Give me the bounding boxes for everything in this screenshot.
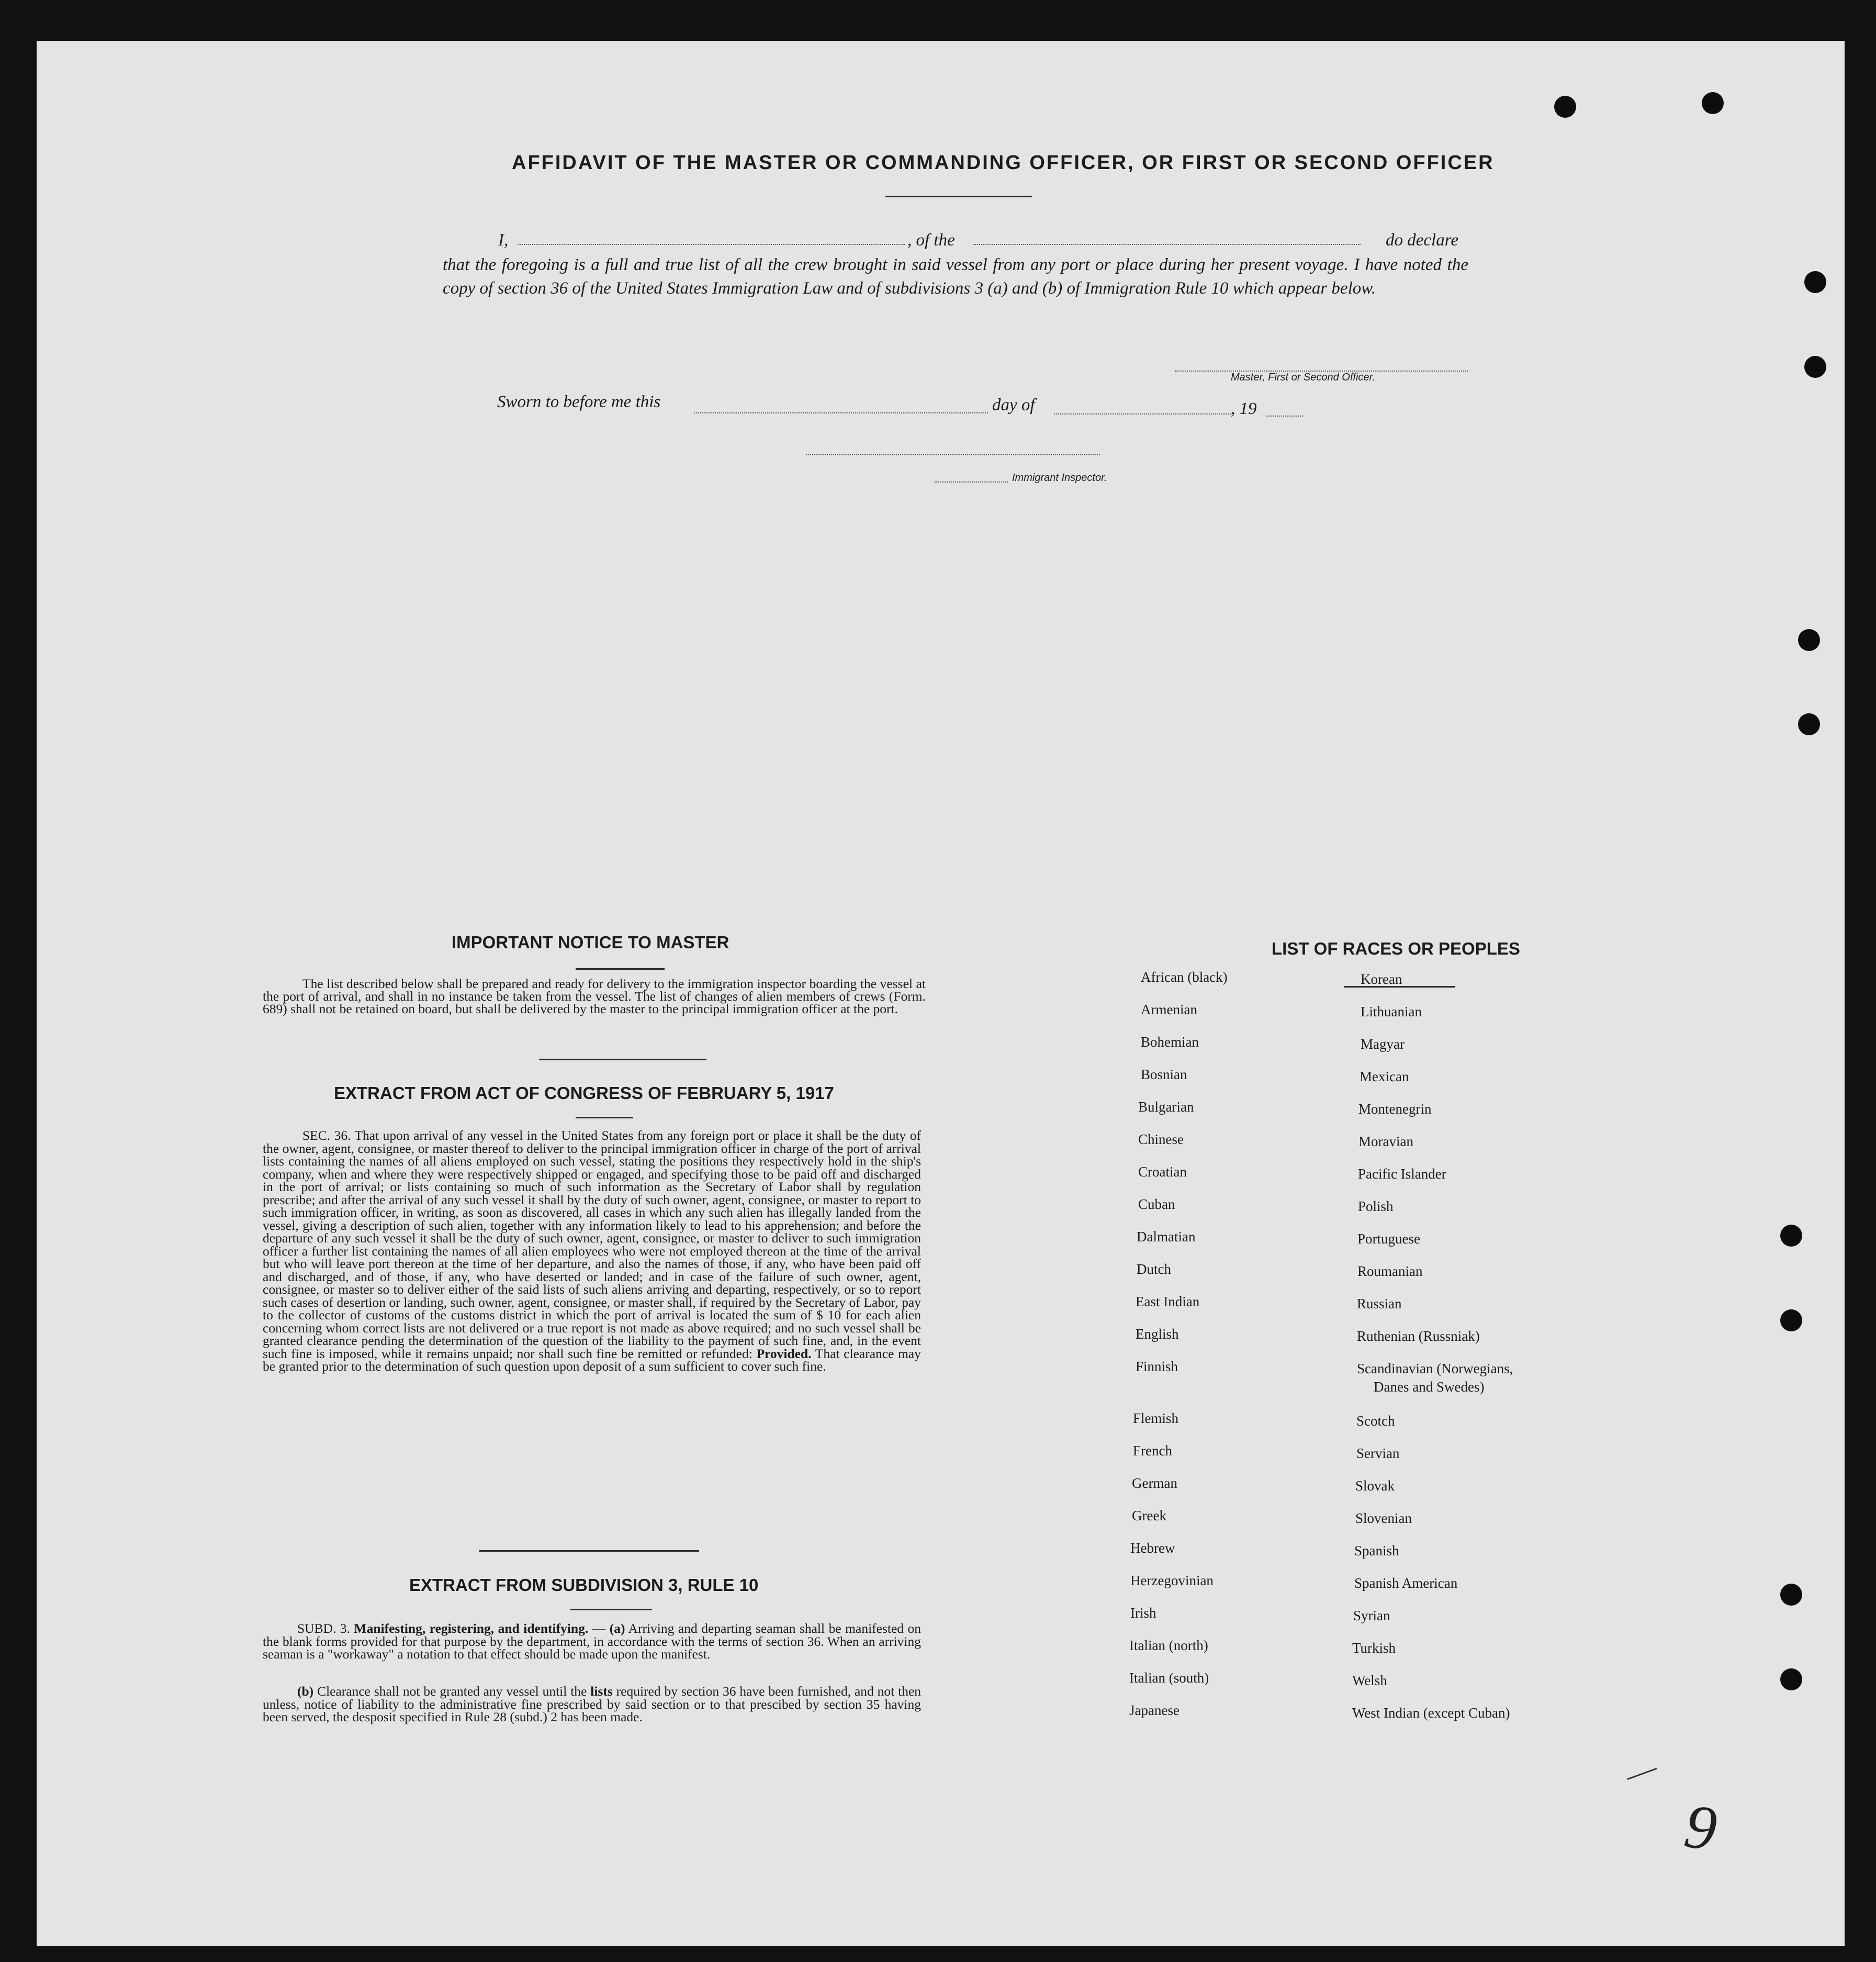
subd-a-label: (a) bbox=[609, 1621, 625, 1636]
punch-hole bbox=[1798, 713, 1820, 735]
rule-underline bbox=[570, 1609, 652, 1610]
act-provided: Provided. bbox=[756, 1346, 812, 1361]
race-item-left: Herzegovinian bbox=[1130, 1573, 1214, 1588]
punch-hole bbox=[1780, 1309, 1802, 1331]
subd-dash: — bbox=[592, 1621, 606, 1636]
race-item-right: Moravian bbox=[1358, 1134, 1413, 1149]
race-item-right: Slovenian bbox=[1355, 1510, 1412, 1526]
affidavit-i: I, bbox=[498, 231, 509, 250]
race-item-right: Roumanian bbox=[1357, 1263, 1423, 1279]
race-item-left: Bosnian bbox=[1141, 1067, 1187, 1082]
notice-title: IMPORTANT NOTICE TO MASTER bbox=[452, 933, 729, 952]
notice-underline bbox=[576, 968, 665, 970]
subd-a-text: Arriving and departing seaman shall be manifested on the blank forms provided for that purpose by the department, in accordance with the terms of section 36. When an arriving seaman is a "workaway" a notation to that effect should be made upon the manifest. bbox=[263, 1621, 922, 1662]
subd-heading: Manifesting, registering, and identifying. bbox=[354, 1621, 589, 1636]
race-item-left: Greek bbox=[1132, 1508, 1166, 1523]
inspector-label: Immigrant Inspector. bbox=[1012, 472, 1107, 484]
subd-b-text-2: required by section 36 have been furnished, and not then unless, notice of liability to the administrative fine prescribed by said section or to that prescibed by section 35 having been served, the desposit specified in Rule 28 (subd.) 2 has been made. bbox=[263, 1684, 922, 1724]
master-signature-label: Master, First or Second Officer. bbox=[1231, 372, 1376, 383]
race-item-left: Bulgarian bbox=[1138, 1099, 1194, 1115]
affidavit-title: AFFIDAVIT OF THE MASTER OR COMMANDING OFFICER, OR FIRST OR SECOND OFFICER bbox=[512, 152, 1495, 174]
race-item-left: African (black) bbox=[1141, 969, 1228, 985]
race-item-left: Irish bbox=[1130, 1605, 1156, 1621]
affidavit-body: that the foregoing is a full and true list of all the crew brought in said vessel from any port or place during her present voyage. I have noted the copy of section 36 of the United States Immigration Law and of subdivisions 3 (a) and (b) of Immigration Rule 10 which appear below. bbox=[443, 255, 1468, 298]
title-underline bbox=[885, 196, 1032, 197]
year-blank bbox=[1266, 416, 1303, 417]
rule-title: EXTRACT FROM SUBDIVISION 3, RULE 10 bbox=[409, 1575, 759, 1595]
race-item-right: Slovak bbox=[1355, 1478, 1395, 1494]
rule-subd-b bbox=[263, 1685, 921, 1724]
race-item-right: West Indian (except Cuban) bbox=[1352, 1705, 1510, 1721]
race-item-left: East Indian bbox=[1136, 1294, 1200, 1309]
subd-b-lists: lists bbox=[590, 1684, 613, 1699]
notice-divider bbox=[539, 1059, 706, 1060]
form-page bbox=[37, 41, 1845, 1946]
inspector-signature-line bbox=[806, 454, 1100, 455]
handwritten-page-number: 9 bbox=[1680, 1790, 1722, 1864]
race-item-left: Dalmatian bbox=[1137, 1229, 1196, 1245]
race-item-right: Welsh bbox=[1352, 1673, 1387, 1688]
race-item-right: Spanish American bbox=[1354, 1575, 1458, 1591]
act-underline bbox=[576, 1117, 633, 1118]
race-item-left: Japanese bbox=[1129, 1702, 1179, 1718]
race-item-right: Servian bbox=[1356, 1445, 1400, 1461]
subd-label: SUBD. 3. bbox=[297, 1621, 351, 1636]
punch-hole bbox=[1554, 96, 1576, 118]
race-item-right: Korean bbox=[1361, 971, 1402, 987]
sworn-prefix: Sworn to before me this bbox=[497, 393, 661, 411]
punch-hole bbox=[1804, 356, 1826, 378]
punch-hole bbox=[1780, 1668, 1802, 1690]
act-body-tail: That clearance may be granted prior to the determination of such question upon deposit of a sum sufficient to cover such fine. bbox=[263, 1346, 921, 1374]
day-blank bbox=[694, 412, 988, 413]
punch-hole bbox=[1780, 1225, 1802, 1247]
inspector-label-line bbox=[935, 481, 1008, 483]
race-item-left: Flemish bbox=[1133, 1410, 1179, 1426]
race-item-right: Russian bbox=[1357, 1296, 1402, 1311]
race-item-right: Syrian bbox=[1353, 1608, 1390, 1623]
race-item-right: Pacific Islander bbox=[1358, 1166, 1446, 1182]
race-item-right: Scandinavian (Norwegians, bbox=[1357, 1361, 1513, 1376]
race-item-right: Mexican bbox=[1360, 1069, 1409, 1084]
race-item-right: Magyar bbox=[1361, 1036, 1405, 1052]
punch-hole bbox=[1804, 271, 1826, 293]
sworn-year: , 19 bbox=[1231, 399, 1257, 418]
race-item-left: Cuban bbox=[1138, 1196, 1175, 1212]
race-item-right: Portuguese bbox=[1357, 1231, 1420, 1247]
race-item-right: Spanish bbox=[1354, 1543, 1399, 1559]
race-item-left: Dutch bbox=[1137, 1261, 1171, 1277]
race-item-left: Italian (north) bbox=[1129, 1638, 1208, 1653]
race-item-left: Chinese bbox=[1138, 1131, 1184, 1147]
notice-body: The list described below shall be prepared and ready for delivery to the immigration inspector boarding the vessel at the port of arrival, and shall in no instance be taken from the vessel. The list of changes of alien members of crews (Form. 689) shall not be retained on board, but shall be delivered by the master to the principal immigration officer at the port. bbox=[263, 976, 926, 1016]
race-item-right: Lithuanian bbox=[1361, 1004, 1422, 1019]
race-item-right: Polish bbox=[1358, 1198, 1394, 1214]
subd-b-text-1: Clearance shall not be granted any vessel until the bbox=[317, 1684, 587, 1699]
rule-subd-a bbox=[263, 1622, 921, 1661]
races-title: LIST OF RACES OR PEOPLES bbox=[1272, 939, 1520, 958]
race-item-right: Scotch bbox=[1356, 1413, 1395, 1429]
punch-hole bbox=[1702, 92, 1724, 114]
race-item-left: Hebrew bbox=[1130, 1540, 1175, 1556]
act-title: EXTRACT FROM ACT OF CONGRESS OF FEBRUARY 5, 1917 bbox=[334, 1083, 834, 1103]
month-blank bbox=[1054, 413, 1231, 414]
race-item-left: French bbox=[1133, 1443, 1172, 1459]
act-body-main: SEC. 36. That upon arrival of any vessel in the United States from any foreign port or place it shall be the duty of the owner, agent, consignee, or master thereof to deliver to the principal immigration officer in charge of the port of arrival lists containing the names of all aliens employed on such vessel, stating the positions they respectively hold in the ship's company, when and where they were respectively shipped or engaged, and specifying those to be paid off and discharged in the port of arrival; or lists containing so much of such information as the Secretary of Labor shall by regulation prescribe; and after the arrival of any such vessel it shall by the duty of such owner, agent, consignee, or master to report to such immigration officer, in writing, as soon as discovered, all cases in which any such alien has illegally landed from the vessel, giving a description of such alien, together with any information likely to lead to his apprehension; and before the departure of any such vessel it shall be the duty of such owner, agent, consignee, or master to deliver to such immigration officer a further list containing the names of all alien employees who were not employed thereon at the time of the arrival but who will leave port thereon at the time of her departure, and also the names of those, if any, who have been paid off and discharged, and of those, if any, who have deserted or landed; and in case of the failure of such owner, agent, consignee, or master so to deliver either of the said lists of such aliens arriving and departing, respectively, or so to report such cases of desertion or landing, such owner, agent, consignee, or master shall, if required by the Secretary of Labor, pay to the collector of customs of the customs district in which the port of arrival is located the sum of $ 10 for each alien concerning whom correct lists are not delivered or a true report is not made as above required; and no such vessel shall be granted clearance pending the determination of the question of the liability to the payment of such fine, and, in the event such fine is imposed, while it remains unpaid; nor shall such fine be remitted or refunded: bbox=[263, 1128, 921, 1361]
name-blank bbox=[518, 244, 905, 245]
race-item-right: Montenegrin bbox=[1358, 1101, 1432, 1117]
race-item-left: Finnish bbox=[1136, 1359, 1178, 1374]
sworn-day-of: day of bbox=[992, 396, 1035, 414]
act-body bbox=[263, 1129, 921, 1373]
race-item-right: Turkish bbox=[1352, 1640, 1396, 1656]
race-item-left: English bbox=[1136, 1326, 1179, 1342]
race-item-right: Ruthenian (Russniak) bbox=[1357, 1328, 1480, 1344]
vessel-blank bbox=[973, 244, 1361, 245]
affidavit-do-declare: do declare bbox=[1386, 231, 1458, 250]
race-item-left: Croatian bbox=[1138, 1164, 1187, 1180]
subd-b-label: (b) bbox=[297, 1684, 314, 1699]
race-item-left: Armenian bbox=[1141, 1002, 1197, 1017]
race-item-left: Bohemian bbox=[1141, 1034, 1199, 1050]
race-item-right: Danes and Swedes) bbox=[1374, 1379, 1485, 1395]
punch-hole bbox=[1780, 1584, 1802, 1606]
race-item-left: German bbox=[1132, 1475, 1177, 1491]
punch-hole bbox=[1798, 629, 1820, 651]
affidavit-of-the: , of the bbox=[907, 231, 955, 250]
race-item-left: Italian (south) bbox=[1129, 1670, 1209, 1686]
act-divider bbox=[479, 1550, 699, 1552]
pencil-mark bbox=[1627, 1768, 1657, 1780]
